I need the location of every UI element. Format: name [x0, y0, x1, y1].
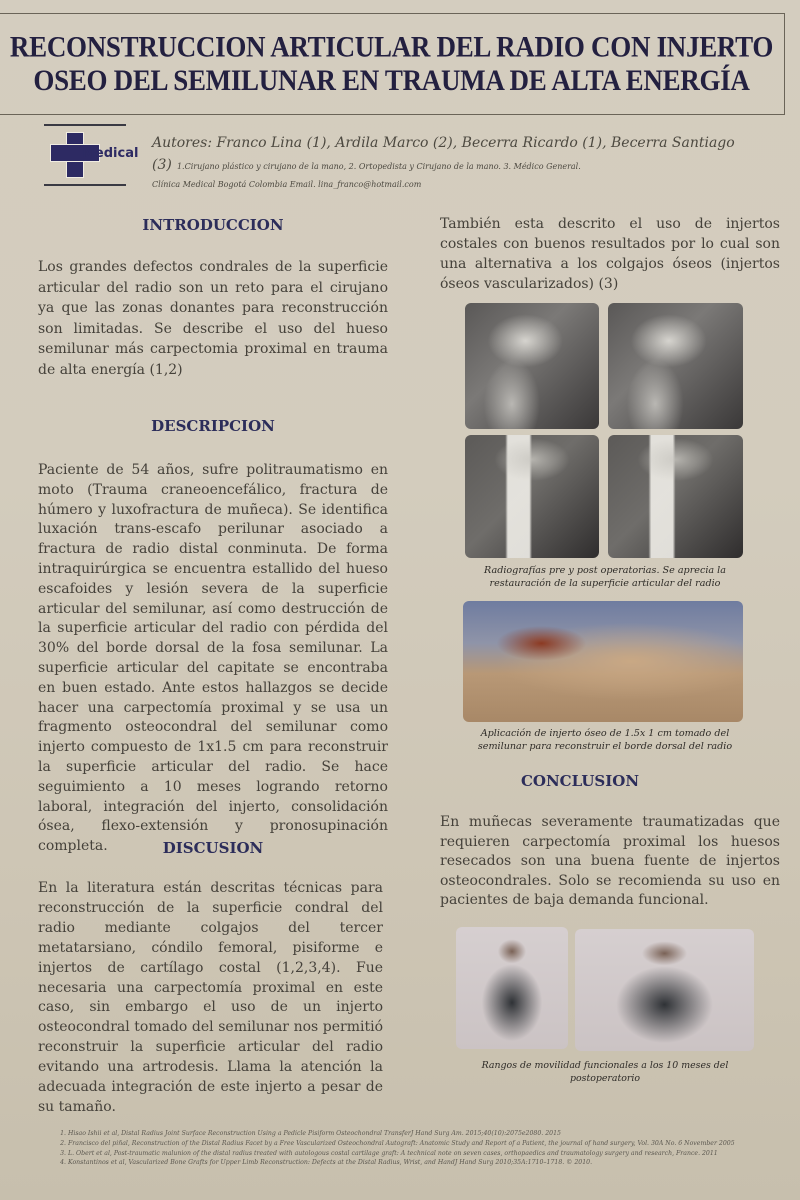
- author-names: Autores: Franco Lina (1), Ardila Marco (2), Becerra Ricardo (1), Becerra Santiago (3): [152, 135, 735, 173]
- heading-discusion: DISCUSION: [162, 839, 264, 857]
- reference-item: 3. L. Obert et al, Post-traumatic malunion of the distal radius treated with autologous costal cartilage graft: A technical note on seven cases, orthopaedics and traumatology surgery and research, France. 2011: [68, 1150, 790, 1159]
- text-conclusion: En muñecas severamente traumatizadas que requieren carpectomía proximal los huesos resecados son una buena fuente de injertos osteocondrales. Solo se recomienda su uso en pacientes de baja demanda funcional.: [440, 814, 780, 908]
- reference-item: 1. Hisao Ishii et al, Distal Radius Joint Surface Reconstruction Using a Pedicle Pisiform Osteochondral TransferJ Hand Surg Am. 2015;40(10):2075e2080. 2015: [68, 1130, 790, 1139]
- author-affiliations: 1.Cirujano plástico y cirujano de la mano, 2. Ortopedista y Cirujano de la mano. 3. Médico General.: [176, 162, 581, 171]
- patient-photo-extension: [456, 927, 568, 1049]
- caption-mobility: Rangos de movilidad funcionales a los 10 meses del postoperatorio: [481, 1060, 729, 1084]
- text-discusion-continued: También esta descrito el uso de injertos costales con buenos resultados por lo cual son una alternativa a los colgajos óseos (injertos óseos vascularizados) (3): [440, 216, 780, 292]
- reference-item: 2. Francisco del piñal, Reconstruction of the Distal Radius Facet by a Free Vascularized Osteochondral Autograft: Anatomic Study and Report of a Patient, the journal of hand surgery, Vol. 30A No. 6 November 2005: [68, 1140, 790, 1149]
- institution-email: Clínica Medical Bogotá Colombia Email. lina_franco@hotmail.com: [152, 180, 422, 189]
- text-descripcion: Paciente de 54 años, sufre politraumatismo en moto (Trauma craneoencefálico, fractura de húmero y luxofractura de muñeca). Se identifica luxación trans-escafo perilunar asociado a fractura de radio distal conminuta. De forma intraquirúrgica se encuentra estallido del hueso escafoides y lesión severa de la superficie articular del semilunar, así como destrucción de la superficie articular del radio con pérdida del 30% del borde dorsal de la fosa semilunar. La superficie articular del capitate se encontraba en buen estado. Ante estos hallazgos se decide hacer una carpectomía proximal y se usa un fragmento osteocondral del semilunar como injerto compuesto de 1x1.5 cm para reconstruir la superficie articular del radio. Se hace seguimiento a 10 meses logrando retorno laboral, integración del injerto, consolidación ósea, flexo-extensión y pronosupinación completa.: [38, 462, 388, 855]
- logo-text: Medical: [82, 146, 139, 161]
- intraoperative-photo: [463, 601, 743, 722]
- heading-conclusion: CONCLUSION: [520, 772, 640, 790]
- heading-introduccion: INTRODUCCION: [142, 216, 284, 234]
- reference-item: 4. Konstantinos et al, Vascularized Bone Grafts for Upper Limb Reconstruction: Defects at the Distal Radius, Wrist, and HandJ Hand Surg 2010;35A:1710–1718. © 2010.: [68, 1159, 790, 1168]
- references: [50, 1130, 790, 1169]
- heading-descripcion: DESCRIPCION: [151, 417, 275, 435]
- patient-photo-flexion: [575, 929, 754, 1051]
- xray-post-kwire: [465, 435, 599, 558]
- left-column: [38, 0, 388, 1120]
- xray-pre-ap: [465, 303, 599, 429]
- right-column: [440, 0, 780, 1120]
- text-introduccion: Los grandes defectos condrales de la superficie articular del radio son un reto para el cirujano ya que las zonas donantes para reconstrucción son limitadas. Se describe el uso del hueso semilunar más carpectomia proximal en trauma de alta energía (1,2): [38, 259, 388, 378]
- text-discusion: En la literatura están descritas técnicas para reconstrucción de la superficie condral del radio mediante colgajos del tercer metatarsiano, cóndilo femoral, pisiforme e injertos de cartílago costal (1,2,3,4). Fue necesaria una carpectomía proximal en este caso, sin embargo el uso de un injerto osteocondral tomado del semilunar nos permitió reconstruir la superficie articular del radio evitando una artrodesis. Llama la atención la adecuada integración de este injerto a pesar de su tamaño.: [38, 880, 383, 1115]
- xray-pre-oblique: [608, 303, 743, 429]
- caption-surgery: Aplicación de injerto óseo de 1.5x 1 cm tomado del semilunar para reconstruir el borde dorsal del radio: [477, 728, 733, 752]
- xray-post-plate: [608, 435, 743, 558]
- caption-xrays: Radiografías pre y post operatorias. Se aprecia la restauración de la superficie articular del radio: [484, 565, 726, 589]
- poster-title: RECONSTRUCCION ARTICULAR DEL RADIO CON INJERTO OSEO DEL SEMILUNAR EN TRAUMA DE ALTA ENERGÍA: [9, 30, 774, 97]
